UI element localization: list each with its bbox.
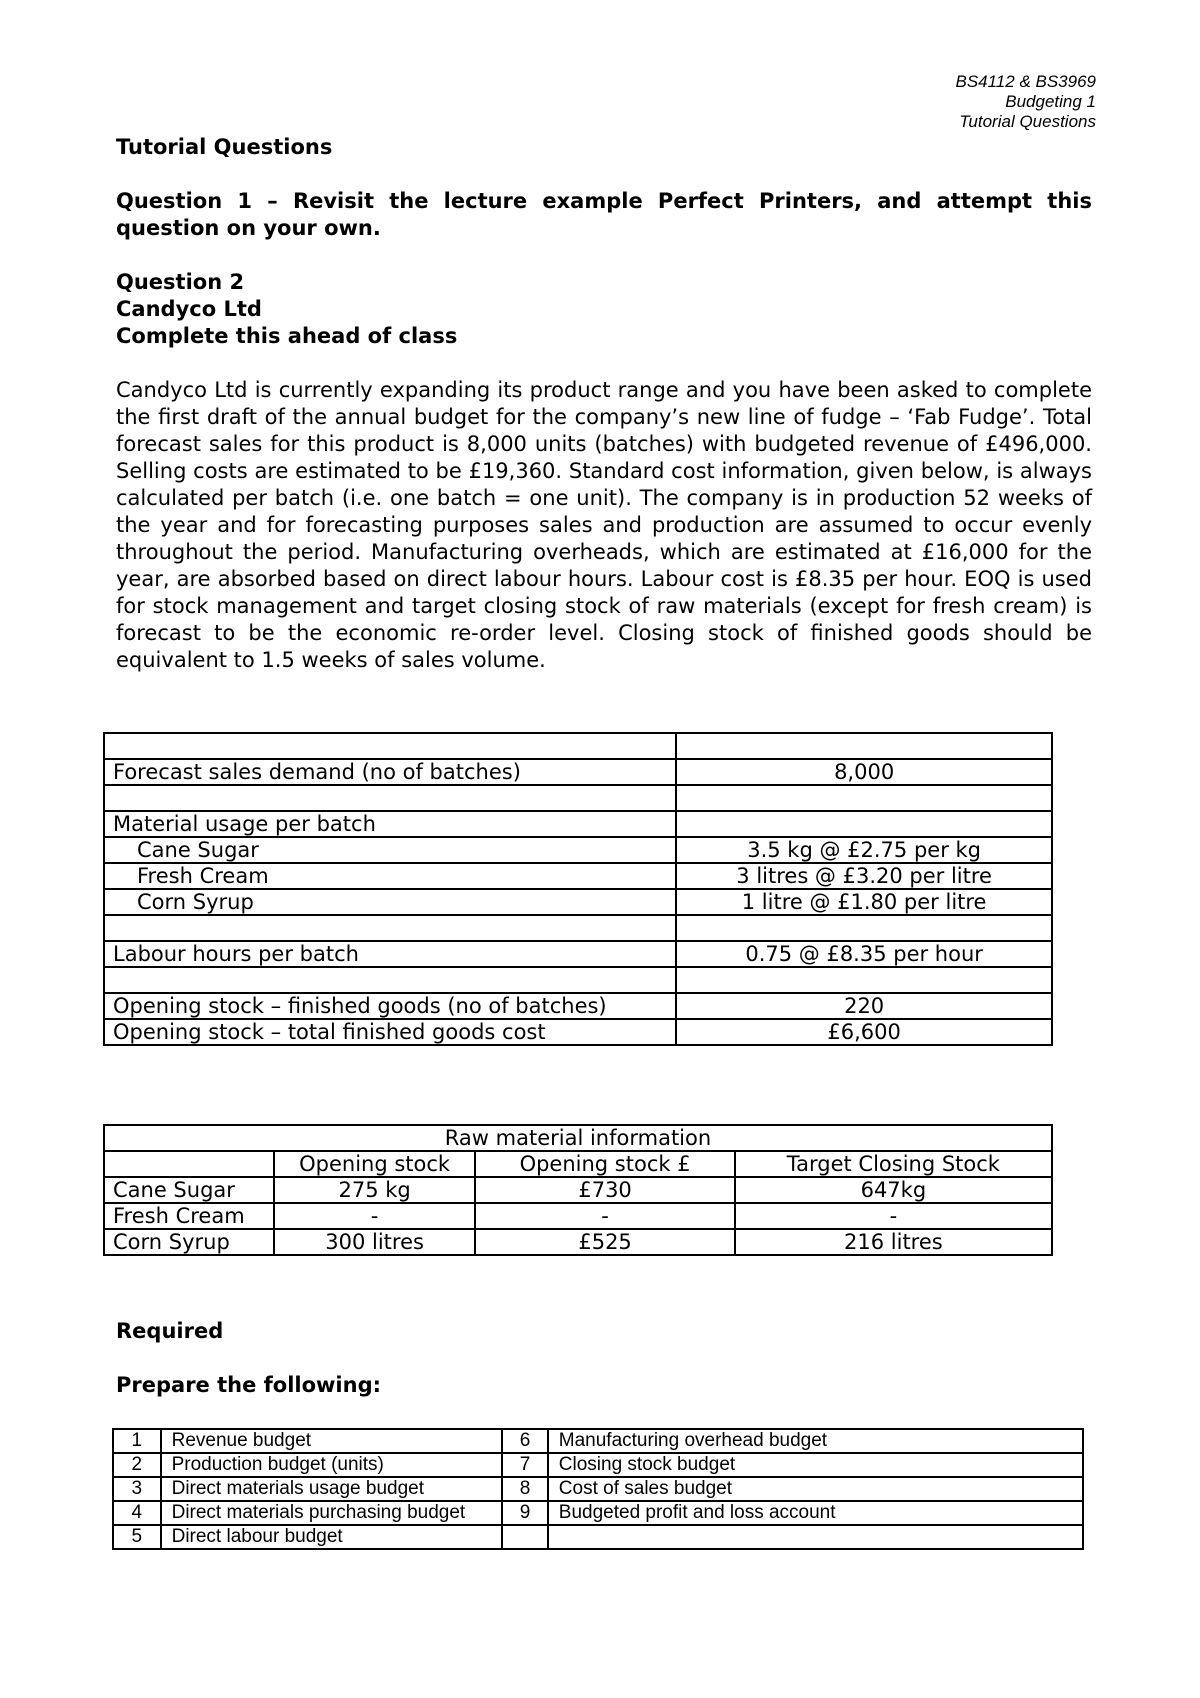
table-row xyxy=(104,993,1052,1019)
question-1: Question 1 – Revisit the lecture example Perfect Printers, and attempt this question on your own. xyxy=(116,189,1092,240)
task-name: Closing stock budget xyxy=(548,1453,1083,1477)
row-label: Fresh Cream xyxy=(104,863,676,889)
page-title: Tutorial Questions xyxy=(116,135,333,159)
table-row xyxy=(104,1203,1052,1229)
row-label xyxy=(104,785,676,811)
task-name: Direct labour budget xyxy=(161,1525,503,1549)
question-2-note: Complete this ahead of class xyxy=(116,324,458,348)
row-label: Opening stock – finished goods (no of batches) xyxy=(104,993,676,1019)
table-row xyxy=(113,1477,1083,1501)
row-value: 3 litres @ £3.20 per litre xyxy=(676,863,1052,889)
row-value: 8,000 xyxy=(676,759,1052,785)
raw-table-title: Raw material information xyxy=(104,1125,1052,1151)
row-value xyxy=(676,785,1052,811)
table-row xyxy=(104,733,1052,759)
standard-cost-table xyxy=(103,732,1053,1046)
row-label xyxy=(104,733,676,759)
table-cell: Cane Sugar xyxy=(104,1177,274,1203)
table-row xyxy=(104,1229,1052,1255)
table-row xyxy=(104,759,1052,785)
task-name: Budgeted profit and loss account xyxy=(548,1501,1083,1525)
row-label: Cane Sugar xyxy=(104,837,676,863)
task-name: Cost of sales budget xyxy=(548,1477,1083,1501)
task-number: 3 xyxy=(113,1477,161,1501)
table-row xyxy=(113,1501,1083,1525)
task-number: 5 xyxy=(113,1525,161,1549)
task-number: 9 xyxy=(502,1501,548,1525)
main-content xyxy=(116,134,1092,674)
task-name: Direct materials usage budget xyxy=(161,1477,503,1501)
table-row xyxy=(104,1177,1052,1203)
task-name: Revenue budget xyxy=(161,1429,503,1453)
row-label: Corn Syrup xyxy=(104,889,676,915)
table-cell: £525 xyxy=(475,1229,734,1255)
row-value: 1 litre @ £1.80 per litre xyxy=(676,889,1052,915)
table-row xyxy=(104,811,1052,837)
task-number: 1 xyxy=(113,1429,161,1453)
table-cell: 275 kg xyxy=(274,1177,476,1203)
task-name xyxy=(548,1525,1083,1549)
row-value: 3.5 kg @ £2.75 per kg xyxy=(676,837,1052,863)
table-row xyxy=(104,967,1052,993)
topic-name: Budgeting 1 xyxy=(1005,92,1096,111)
company-name: Candyco Ltd xyxy=(116,297,262,321)
required-label: Required xyxy=(116,1319,224,1343)
column-header: Opening stock xyxy=(274,1151,476,1177)
table-row xyxy=(104,785,1052,811)
table-cell: Corn Syrup xyxy=(104,1229,274,1255)
column-header: Target Closing Stock xyxy=(735,1151,1052,1177)
table-row xyxy=(104,837,1052,863)
row-label: Forecast sales demand (no of batches) xyxy=(104,759,676,785)
table-row xyxy=(113,1525,1083,1549)
task-name: Direct materials purchasing budget xyxy=(161,1501,503,1525)
task-name: Production budget (units) xyxy=(161,1453,503,1477)
table-cell: £730 xyxy=(475,1177,734,1203)
table-row xyxy=(104,863,1052,889)
table-row xyxy=(113,1429,1083,1453)
row-value xyxy=(676,915,1052,941)
table-row xyxy=(104,941,1052,967)
task-name: Manufacturing overhead budget xyxy=(548,1429,1083,1453)
table-cell: 216 litres xyxy=(735,1229,1052,1255)
row-value xyxy=(676,811,1052,837)
prepare-label: Prepare the following: xyxy=(116,1373,382,1397)
task-number: 8 xyxy=(502,1477,548,1501)
row-value xyxy=(676,967,1052,993)
question-2-label: Question 2 xyxy=(116,270,245,294)
budget-task-table xyxy=(112,1428,1084,1550)
table-row xyxy=(104,1019,1052,1045)
row-label: Material usage per batch xyxy=(104,811,676,837)
table-cell: Fresh Cream xyxy=(104,1203,274,1229)
required-section xyxy=(116,1318,381,1399)
column-header: Opening stock £ xyxy=(475,1151,734,1177)
raw-material-table xyxy=(103,1124,1053,1256)
task-number: 4 xyxy=(113,1501,161,1525)
table-cell: 300 litres xyxy=(274,1229,476,1255)
document-type: Tutorial Questions xyxy=(959,112,1096,131)
table-row xyxy=(113,1453,1083,1477)
row-label xyxy=(104,967,676,993)
row-value xyxy=(676,733,1052,759)
raw-table-header-row xyxy=(104,1151,1052,1177)
row-label xyxy=(104,915,676,941)
row-value: 220 xyxy=(676,993,1052,1019)
task-number: 6 xyxy=(502,1429,548,1453)
task-number: 2 xyxy=(113,1453,161,1477)
task-number: 7 xyxy=(502,1453,548,1477)
table-cell: - xyxy=(735,1203,1052,1229)
row-value: 0.75 @ £8.35 per hour xyxy=(676,941,1052,967)
course-code: BS4112 & BS3969 xyxy=(955,72,1096,91)
raw-table-title-row xyxy=(104,1125,1052,1151)
row-label: Opening stock – total finished goods cost xyxy=(104,1019,676,1045)
column-header xyxy=(104,1151,274,1177)
table-cell: 647kg xyxy=(735,1177,1052,1203)
table-row xyxy=(104,889,1052,915)
task-number xyxy=(502,1525,548,1549)
question-2-body: Candyco Ltd is currently expanding its product range and you have been asked to complete the first draft of the annual budget for the company’s new line of fudge – ‘Fab Fudge’. Total forecast sales for this product is 8,000 units (batches) with budgeted revenue of £496,000. Selling costs are estimated to be £19,360. Standard cost information, given below, is always calculated per batch (i.e. one batch = one unit). The company is in production 52 weeks of the year and for forecasting purposes sales and production are assumed to occur evenly throughout the period. Manufacturing overheads, which are estimated at £16,000 for the year, are absorbed based on direct labour hours. Labour cost is £8.35 per hour. EOQ is used for stock management and target closing stock of raw materials (except for fresh cream) is forecast to be the economic re-order level. Closing stock of finished goods should be equivalent to 1.5 weeks of sales volume. xyxy=(116,378,1092,672)
table-cell: - xyxy=(274,1203,476,1229)
table-row xyxy=(104,915,1052,941)
table-cell: - xyxy=(475,1203,734,1229)
row-value: £6,600 xyxy=(676,1019,1052,1045)
document-header xyxy=(955,72,1096,132)
row-label: Labour hours per batch xyxy=(104,941,676,967)
